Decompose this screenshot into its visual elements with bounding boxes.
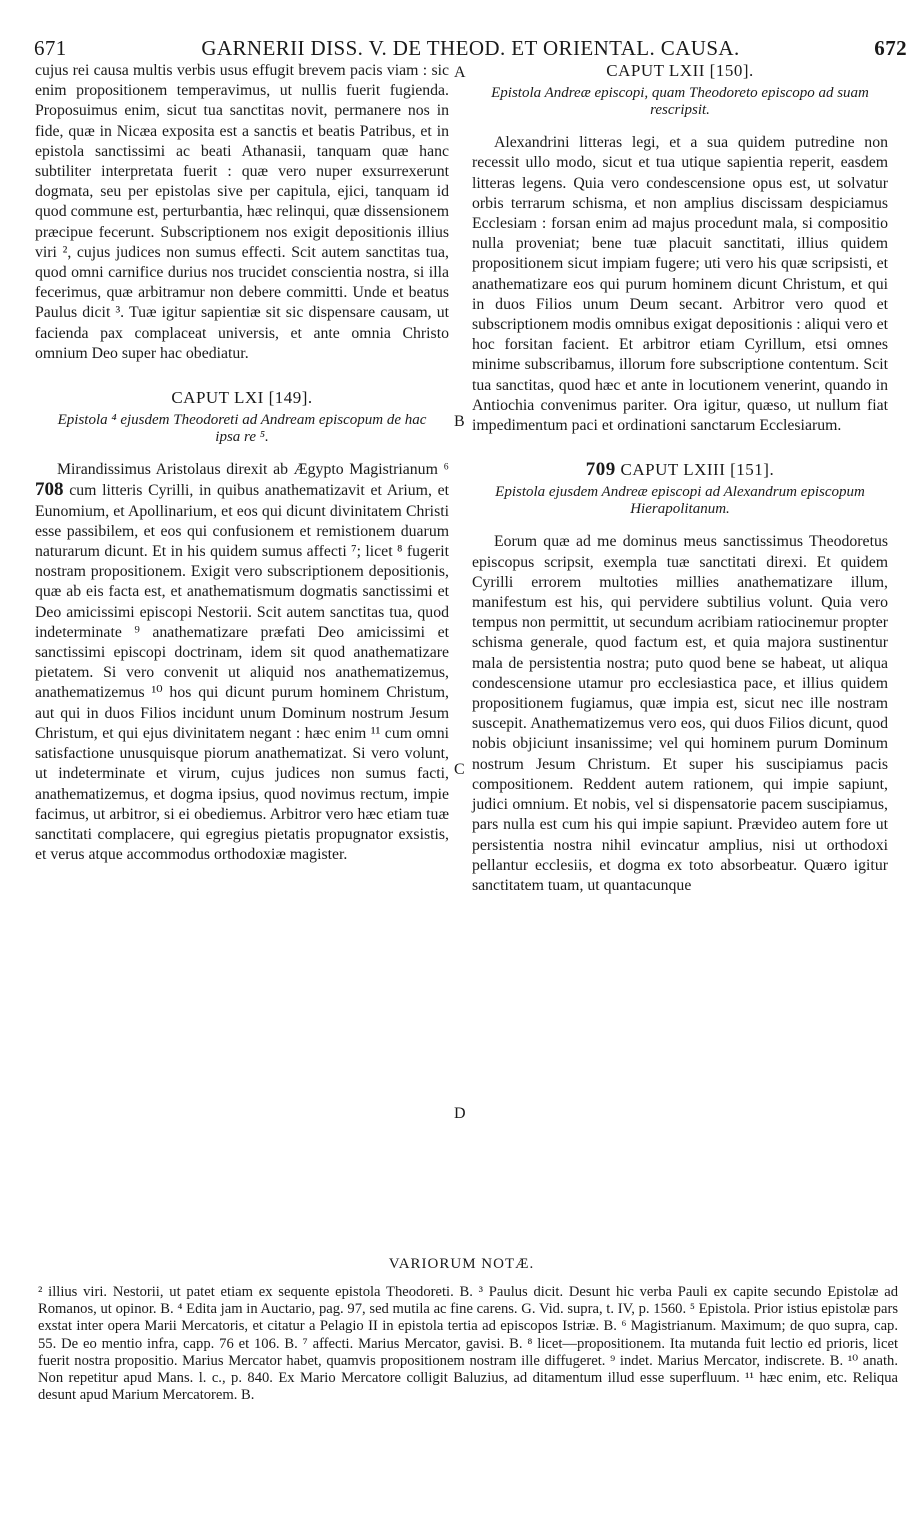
chapter-title-63	[472, 460, 888, 480]
column-number-marker: 708	[35, 479, 64, 501]
paragraph-62: Alexandrini litteras legi, et a sua quidem putredine non recessit ullo modo, sicut et tua utique sapientia reperit, easdem litteras legens. Quia vero condescensione opus est, ut solvatur orbis terrarum schisma, et non amplius discissam despiciamus Ecclesiam : forsan enim ad majus procedunt mala, si compositio nulla proveniat; bene tuæ placuit sanctitati, illius quidem propositionem sicut impiam fugere; uti vero his quæ scripsisti, et anathematizare eos qui purum hominem dicunt Christum, et qui in duos Filios unum Deum secant. Arbitror vero quod et subscriptionem modis omnibus exigat depositionis : aliqui vero et hoc forsitan facient. Et arbitror etiam Cyrillum, etsi omnes minime subscribamus, illorum fore subscriptione contentum. Scit tua sanctitas, quod hæc et ante in locutionem venerint, quando in Antiochia convenimus pariter. Ora igitur, quæso, ut nullum fiat impedimentum paci et ordinationi sanctarum Ecclesiarum.	[472, 134, 888, 435]
paragraph-61-part-b: cum litteris Cyrilli, in quibus anathematizavit et Arium, et Eunomium, et Apollinarium, et eos qui dicunt divinitatem Christi esse passibilem, et eos qui confusionem et remistionem duarum naturarum dicunt. Et in his quidem sumus affecti ⁷; licet ⁸ fugerit nostram propositionem. Exigit vero subscriptionem depositionis, quæ ab eis facta est, et anathematismum dogmatis sanctissimi et Deo amicissimi episcopi Nestorii. Scit autem sanctitas tua, quod indeterminate ⁹ anathematizare præfati Deo amicissimi et sanctissimi episcopi doctrinam, idem sit quod anathematizare pietatem. Si vero convenit ut aliquid nos anathematizemus, anathematizemus ¹⁰ hos qui dicunt purum hominem Christum, aut qui in duos Filios incidunt unum Dominum nostrum Jesum Christum, et qui ejus divinitatem negant : hæc enim ¹¹ cum omni satisfactione unusquisque piorum anathematizat. Si vero volunt, ut indeterminate et virum, cujus judices non sumus facti, anathematizemus, et dogma ipsius, quod novimus rectum, impie facimus, ut arbitror, si ei obediemus. Arbitror vero hæc etiam tuæ sanctitati complacere, qui egregius pietatis propugnator exsistis, et verus atque accommodus orthodoxiæ magister.	[35, 482, 449, 864]
right-column	[472, 61, 888, 896]
margin-letter-b: B	[454, 413, 465, 430]
page-number-left: 671	[34, 36, 67, 60]
chapter-title-61: CAPUT LXI [149].	[171, 388, 313, 408]
margin-letter-c: C	[454, 761, 465, 778]
paragraph-63: Eorum quæ ad me dominus meus sanctissimus Theodoretus episcopus scripsit, exempla tuæ sanctitati direxi. Et quidem Cyrilli errorem multoties millies anathematizare illum, manifestum est his, qui pervidere subtilius volunt. Quia vero tempus non permittit, ut secundum acribiam ratiocinemur propter schisma generale, quod factum est, et quia majora sustinentur mala de persistentia nostra; puto quod bene se habeat, ut aliqua condescensione utamur pro ecclesiastica pace, et illius quidem propositionem fugiamus, quæ impia est, sicut nec ille nostram suscepit. Anathematizemus vero eos, qui duos Filios dicunt, quod nobis objiciunt insanissime; vel qui hominem purum Dominum nostrum Jesum Christum. Et super his suscipiamus pacis compositionem. Reddent autem rationem, qui impie sapiunt, judici omnium. Et nobis, vel si dispensatorie pacem suscipiamus, pars nulla est cum his qui impie sapiunt. Prævideo autem fore ut persistentia nostra nihil evincatur amplius, nisi ut orthodoxi pellantur ecclesiis, et dogma ex toto absorbeatur. Quæro igitur sanctitatem tuam, ut quantacunque	[472, 533, 888, 894]
paragraph-61	[35, 460, 449, 865]
running-title: GARNERII DISS. V. DE THEOD. ET ORIENTAL. CAUSA.	[201, 36, 740, 60]
paragraph-intro: cujus rei causa multis verbis usus effugit brevem pacis viam : sic enim propositionem temperavimus, ut nullis fuerit fugienda. Proposuimus enim, sicut tua sanctitas novit, permanere nos in fide, quæ in Nicæa exposita est a sanctis et beatis Patribus, et in epistola sanctissimi ac beati Athanasii, tanquam quæ hanc subtiliter interpretata fuerit : quæ vero nuper exsurrexerunt dogmata, seu per epistolas sive per capitula, ejici, tanquam id quod commune est, perturbantia, hæc relinqui, quæ dissensionem præcipue fecerunt. Subscriptionem nos exigit depositionis illius viri ², cujus judices non sumus effecti. Scit autem sanctitas tua, quod omni carnifice durius nos trucidet conscientia nostra, si illa fecerimus, quæ arbitramur non debere committi. Unde et beatus Paulus dicit ³. Tuæ igitur sapientiæ sit sic dispensare causam, ut facienda pax complaceat universis, et ante omnia Christo omnium Deo super hac obediatur.	[35, 62, 449, 362]
chapter-title-62: CAPUT LXII [150].	[606, 61, 754, 80]
left-column	[35, 61, 449, 865]
margin-letter-d: D	[454, 1105, 466, 1122]
notes-text: ² illius viri. Nestorii, ut patet etiam ex sequente epistola Theodoreti. B. ³ Paulus dicit. Desunt hic verba Pauli ex capite secundo Epistolæ ad Romanos, ut opinor. B. ⁴ Edita jam in Auctario, pag. 97, sed mutila ac fine carens. G. Vid. supra, t. IV, p. 1560. ⁵ Epistola. Prior istius epistolæ pars exstat inter opera Marii Mercatoris, et citatur a Pelagio II in epistola tertia ad episcopos Istriæ. B. ⁶ Magistrianum. Maximum; de quo supra, cap. 55. De eo mentio infra, capp. 76 et 106. B. ⁷ affecti. Marius Mercator, gavisi. B. ⁸ licet—propositionem. Ita mutanda fuit lectio ed prioris, licet fuerit nostra propositio. Marius Mercator habet, quamvis propositionem nostram ille diffugeret. ⁹ indet. Marius Mercator, indiscrete. B. ¹⁰ anath. Non repetitur apud Mans. l. c., p. 840. Ex Mario Mercatore colligit Baluzius, ad ditamentum illud esse superfluum. ¹¹ hæc enim, etc. Reliqua desunt apud Marium Mercatorem. B.	[38, 1284, 898, 1404]
chapter-title-63-text: CAPUT LXIII [151].	[615, 460, 775, 480]
margin-letter-a: A	[454, 64, 466, 81]
chapter-subtitle-63: Epistola ejusdem Andreæ episcopi ad Alexandrum episcopum Hierapolitanum.	[495, 484, 865, 518]
column-number-marker-709: 709	[585, 459, 616, 481]
page-number-right: 672	[874, 36, 907, 60]
running-head	[34, 36, 907, 62]
notes-title: VARIORUM NOTÆ.	[388, 1256, 535, 1272]
chapter-subtitle-62: Epistola Andreæ episcopi, quam Theodoreto episcopo ad suam rescripsit.	[491, 85, 869, 119]
paragraph-61-part-a: Mirandissimus Aristolaus direxit ab Ægypto Magistrianum ⁶	[57, 461, 449, 479]
chapter-subtitle-61: Epistola ⁴ ejusdem Theodoreti ad Andream episcopum de hac ipsa re ⁵.	[57, 412, 427, 446]
